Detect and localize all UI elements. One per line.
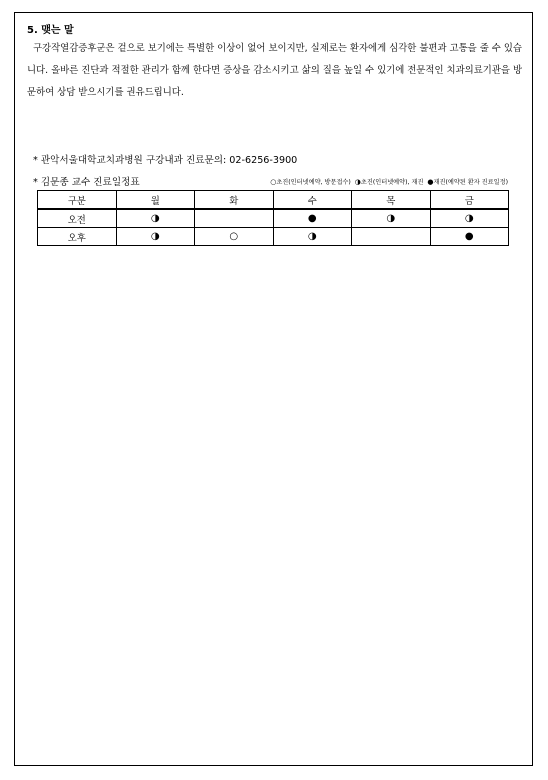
header-fri: 금: [430, 191, 509, 210]
cell-afternoon-mon: ◑: [116, 228, 195, 246]
page-frame: [14, 12, 533, 766]
cell-afternoon-thu: [352, 228, 431, 246]
header-wed: 수: [273, 191, 352, 210]
mixed-symbol: ◑: [354, 178, 361, 186]
first-visit-symbol: ○: [270, 178, 277, 186]
mixed-label: 초진(인터넷예약), 재진: [360, 179, 424, 186]
first-visit-label: 초진(인터넷예약, 방문접수): [276, 179, 351, 186]
table-row: [38, 228, 509, 246]
cell-afternoon-tue: ○: [195, 228, 274, 246]
schedule-table: [37, 190, 509, 246]
schedule-legend: [270, 177, 508, 186]
revisit-label: 재진(예약된 환자 진료일정): [433, 179, 508, 186]
cell-afternoon-fri: ●: [430, 228, 509, 246]
cell-morning-fri: ◑: [430, 209, 509, 228]
cell-afternoon-wed: ◑: [273, 228, 352, 246]
cell-morning-tue: [195, 209, 274, 228]
row-label-afternoon: 오후: [38, 228, 117, 246]
header-tue: 화: [195, 191, 274, 210]
contact-line: * 관악서울대학교치과병원 구강내과 진료문의: 02-6256-3900: [33, 155, 298, 166]
header-mon: 월: [116, 191, 195, 210]
schedule-title: * 김문종 교수 진료일정표: [33, 177, 140, 188]
closing-paragraph: 구강작열감증후군은 겉으로 보기에는 특별한 이상이 없어 보이지만, 실제로는 환자에게 심각한 불편과 고통을 줄 수 있습니다. 올바른 진단과 적절한 관리가 함께 한다면 증상을 감소시키고 삶의 질을 높일 수 있기에 전문적인 치과의료기관을 방문하여 상담 받으시기를 권유드립니다.: [27, 43, 522, 98]
table-row: [38, 209, 509, 228]
revisit-symbol: ●: [427, 178, 434, 186]
header-thu: 목: [352, 191, 431, 210]
cell-morning-mon: ◑: [116, 209, 195, 228]
row-label-morning: 오전: [38, 209, 117, 228]
header-category: 구분: [38, 191, 117, 210]
section-heading: 5. 맺는 말: [27, 25, 74, 36]
cell-morning-wed: ●: [273, 209, 352, 228]
table-header-row: [38, 191, 509, 210]
cell-morning-thu: ◑: [352, 209, 431, 228]
